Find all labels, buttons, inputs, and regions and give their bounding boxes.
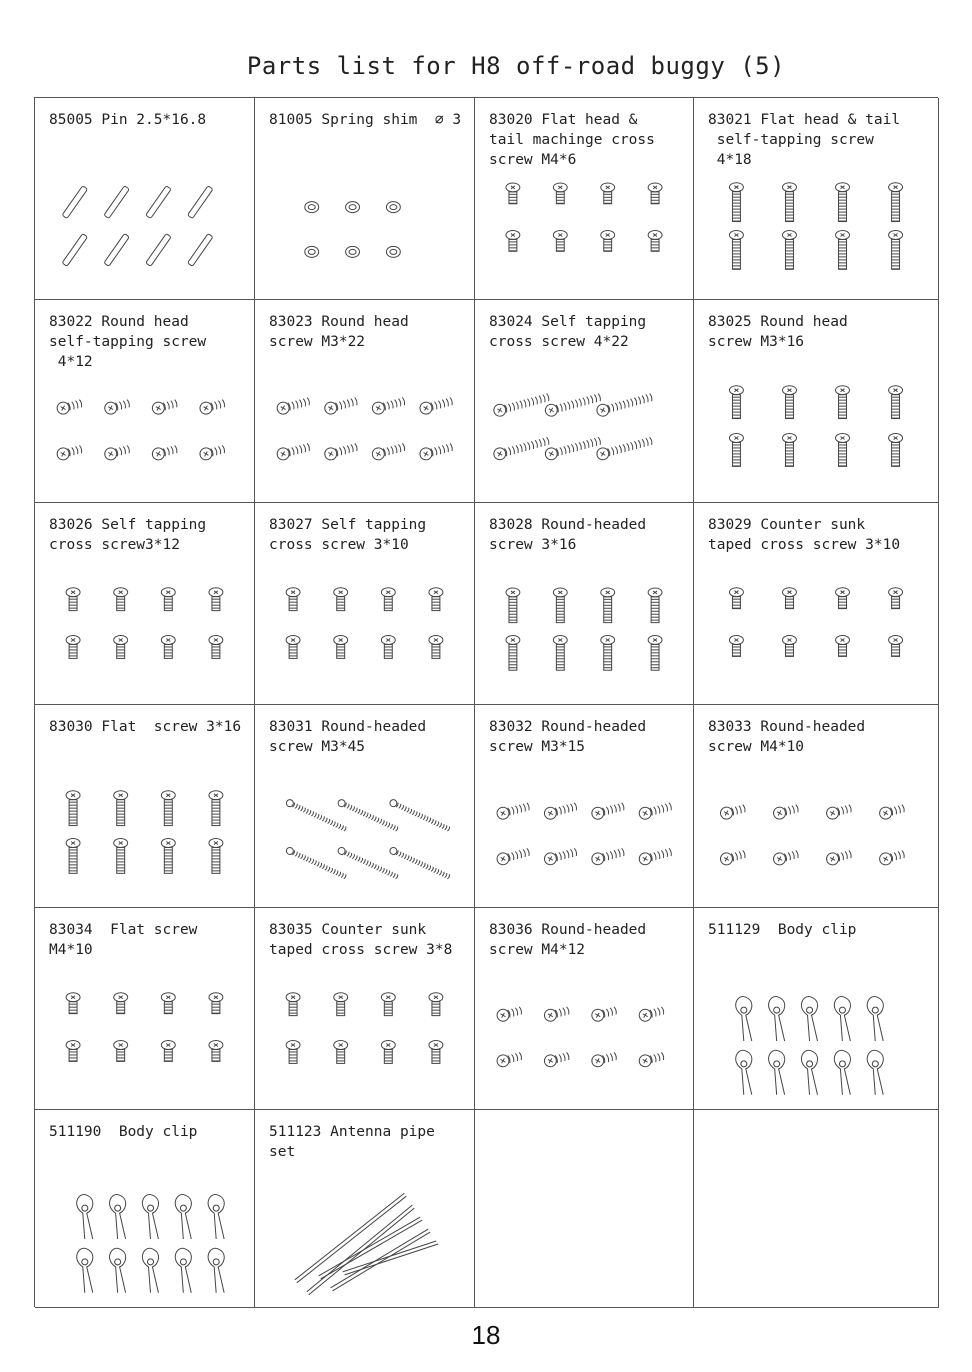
- round-head-screw-icon: [496, 846, 531, 866]
- part-cell: [255, 98, 475, 300]
- round-head-screw-icon: [889, 386, 903, 419]
- self-tapping-screw-icon: [114, 588, 128, 611]
- part-illustration: [35, 177, 254, 287]
- round-head-screw-icon: [496, 1050, 523, 1068]
- part-illustration: [694, 380, 938, 490]
- self-tapping-screw-icon: [544, 435, 602, 461]
- round-head-screw-icon: [889, 434, 903, 467]
- flat-screw-icon: [209, 839, 223, 874]
- flat-screw-icon: [114, 993, 128, 1014]
- part-illustration: [35, 987, 254, 1097]
- self-tapping-screw-icon: [429, 588, 443, 611]
- self-tapping-screw-icon: [66, 588, 80, 611]
- body-clip-icon: [867, 996, 883, 1041]
- countersunk-screw-icon: [783, 588, 797, 609]
- body-clip-icon: [769, 996, 785, 1041]
- flat-head-screw-icon: [553, 183, 567, 204]
- part-label: 511123 Antenna pipe set: [269, 1124, 435, 1160]
- round-head-screw-icon: [719, 848, 746, 866]
- part-cell: [255, 705, 475, 908]
- spring-shim-icon: [305, 246, 319, 257]
- round-head-screw-icon: [543, 1005, 570, 1023]
- self-tapping-screw-icon: [66, 636, 80, 659]
- round-head-screw-icon: [591, 801, 626, 821]
- round-head-screw-icon: [419, 395, 454, 415]
- part-cell: [35, 908, 255, 1110]
- round-head-screw-icon: [878, 848, 905, 866]
- round-head-screw-icon: [729, 386, 743, 419]
- round-head-screw-icon: [496, 801, 531, 821]
- self-tapping-screw-icon: [209, 636, 223, 659]
- part-cell: [694, 705, 939, 908]
- countersunk-screw-icon: [381, 993, 395, 1016]
- self-tapping-screw-icon: [209, 588, 223, 611]
- part-label: 83036 Round-headed screw M4*12: [489, 922, 647, 958]
- spring-shim-icon: [346, 246, 360, 257]
- self-tapping-screw-icon: [492, 435, 550, 461]
- self-tapping-screw-icon: [381, 588, 395, 611]
- round-head-screw-icon: [56, 397, 83, 415]
- pin-icon: [62, 186, 87, 219]
- round-head-screw-icon: [836, 386, 850, 419]
- pin-icon: [62, 234, 87, 267]
- round-head-screw-icon: [151, 443, 178, 461]
- flat-screw-icon: [114, 839, 128, 874]
- flat-head-screw-icon: [836, 231, 850, 270]
- round-head-screw-icon: [638, 846, 673, 866]
- part-cell: [694, 300, 939, 503]
- round-head-screw-icon: [638, 1050, 665, 1068]
- round-head-screw-icon: [323, 395, 358, 415]
- flat-screw-icon: [209, 993, 223, 1014]
- part-cell: [35, 1110, 255, 1308]
- body-clip-icon: [801, 996, 817, 1041]
- part-label: 83035 Counter sunk taped cross screw 3*8: [269, 922, 453, 958]
- round-head-screw-icon: [543, 801, 578, 821]
- flat-head-screw-icon: [648, 183, 662, 204]
- self-tapping-screw-icon: [381, 636, 395, 659]
- countersunk-screw-icon: [836, 636, 850, 657]
- round-head-screw-icon: [496, 1005, 523, 1023]
- flat-screw-icon: [161, 791, 175, 826]
- pin-icon: [146, 234, 171, 267]
- self-tapping-screw-icon: [596, 391, 654, 417]
- round-head-screw-icon: [783, 434, 797, 467]
- round-head-screw-icon: [543, 846, 578, 866]
- part-label: 83032 Round-headed screw M3*15: [489, 719, 647, 755]
- body-clip-icon: [867, 1050, 883, 1095]
- part-label: 83033 Round-headed screw M4*10: [708, 719, 866, 755]
- body-clip-icon: [834, 1050, 850, 1095]
- spring-shim-icon: [346, 202, 360, 213]
- part-illustration: [35, 1185, 254, 1295]
- flat-screw-icon: [209, 791, 223, 826]
- part-label: 83034 Flat screw M4*10: [49, 922, 207, 958]
- part-cell: [475, 503, 694, 705]
- part-illustration: [255, 1185, 474, 1295]
- flat-screw-icon: [66, 993, 80, 1014]
- part-illustration: [475, 987, 693, 1097]
- round-head-screw-icon: [199, 443, 226, 461]
- body-clip-icon: [110, 1195, 126, 1240]
- self-tapping-screw-icon: [334, 588, 348, 611]
- countersunk-screw-icon: [429, 1041, 443, 1064]
- part-illustration: [475, 582, 693, 692]
- part-cell: [35, 503, 255, 705]
- countersunk-screw-icon: [381, 1041, 395, 1064]
- spring-shim-icon: [386, 246, 400, 257]
- flat-screw-icon: [161, 1041, 175, 1062]
- flat-screw-icon: [66, 1041, 80, 1062]
- part-illustration: [255, 582, 474, 692]
- pin-icon: [188, 234, 213, 267]
- flat-screw-icon: [209, 1041, 223, 1062]
- body-clip-icon: [142, 1248, 158, 1293]
- part-label: 83023 Round head screw M3*22: [269, 314, 409, 350]
- body-clip-icon: [110, 1248, 126, 1293]
- spring-shim-icon: [305, 202, 319, 213]
- countersunk-screw-icon: [334, 1041, 348, 1064]
- body-clip-icon: [77, 1248, 93, 1293]
- antenna-pipe-icon: [307, 1205, 415, 1295]
- part-illustration: [35, 582, 254, 692]
- round-head-screw-icon: [103, 397, 130, 415]
- round-head-screw-icon: [276, 395, 311, 415]
- flat-screw-icon: [161, 993, 175, 1014]
- countersunk-screw-icon: [889, 636, 903, 657]
- flat-screw-icon: [66, 791, 80, 826]
- part-illustration: [694, 582, 938, 692]
- flat-head-screw-icon: [601, 231, 615, 252]
- round-head-screw-icon: [323, 441, 358, 461]
- body-clip-icon: [801, 1050, 817, 1095]
- self-tapping-screw-icon: [596, 435, 654, 461]
- countersunk-screw-icon: [729, 636, 743, 657]
- pin-icon: [104, 234, 129, 267]
- round-head-screw-icon: [543, 1050, 570, 1068]
- countersunk-screw-icon: [286, 993, 300, 1016]
- part-cell: [475, 98, 694, 300]
- round-head-screw-icon: [638, 801, 673, 821]
- part-cell: [255, 300, 475, 503]
- round-head-screw-icon: [783, 386, 797, 419]
- round-head-screw-icon: [506, 636, 520, 671]
- part-label: 83028 Round-headed screw 3*16: [489, 517, 647, 553]
- part-illustration: [694, 785, 938, 895]
- round-head-screw-icon: [772, 802, 799, 820]
- page-title: Parts list for H8 off-road buggy (5): [246, 52, 786, 80]
- part-label: 83025 Round head screw M3*16: [708, 314, 848, 350]
- flat-head-screw-icon: [889, 183, 903, 222]
- body-clip-icon: [736, 1050, 752, 1095]
- part-cell: [475, 908, 694, 1110]
- part-label: 83022 Round head self-tapping screw 4*12: [49, 314, 207, 370]
- body-clip-icon: [736, 996, 752, 1041]
- part-illustration: [255, 380, 474, 490]
- round-head-screw-icon: [601, 636, 615, 671]
- flat-head-screw-icon: [553, 231, 567, 252]
- body-clip-icon: [175, 1195, 191, 1240]
- body-clip-icon: [834, 996, 850, 1041]
- page-number: 18: [471, 1320, 501, 1350]
- part-label: 511190 Body clip: [49, 1124, 198, 1140]
- round-head-screw-icon: [591, 1050, 618, 1068]
- part-label: 83031 Round-headed screw M3*45: [269, 719, 427, 755]
- part-label: 83027 Self tapping cross screw 3*10: [269, 517, 427, 553]
- self-tapping-screw-icon: [286, 588, 300, 611]
- part-illustration: [475, 785, 693, 895]
- round-head-screw-icon: [719, 802, 746, 820]
- round-head-screw-icon: [199, 397, 226, 415]
- self-tapping-screw-icon: [492, 391, 550, 417]
- round-head-screw-icon: [601, 588, 615, 623]
- round-head-screw-icon: [825, 802, 852, 820]
- flat-head-screw-icon: [506, 183, 520, 204]
- self-tapping-screw-icon: [161, 588, 175, 611]
- countersunk-screw-icon: [889, 588, 903, 609]
- part-illustration: [475, 380, 693, 490]
- self-tapping-screw-icon: [429, 636, 443, 659]
- part-label: 83030 Flat screw 3*16: [49, 719, 242, 735]
- round-head-screw-icon: [553, 636, 567, 671]
- part-label: 83021 Flat head & tail self-tapping screw 4*18: [708, 112, 901, 168]
- part-cell: [475, 1110, 694, 1308]
- round-head-screw-icon: [591, 1005, 618, 1023]
- pin-icon: [146, 186, 171, 219]
- part-illustration: [694, 177, 938, 287]
- flat-screw-icon: [66, 839, 80, 874]
- round-head-screw-icon: [878, 802, 905, 820]
- part-cell: [475, 705, 694, 908]
- flat-head-screw-icon: [648, 231, 662, 252]
- part-illustration: [35, 380, 254, 490]
- part-label: 83020 Flat head & tail machinge cross screw M4*6: [489, 112, 655, 168]
- flat-head-screw-icon: [783, 231, 797, 270]
- round-head-screw-icon: [836, 434, 850, 467]
- round-head-screw-icon: [371, 441, 406, 461]
- round-head-screw-icon: [648, 636, 662, 671]
- flat-head-screw-icon: [836, 183, 850, 222]
- part-cell: [35, 98, 255, 300]
- round-head-screw-icon: [506, 588, 520, 623]
- round-head-screw-icon: [729, 434, 743, 467]
- round-head-screw-icon: [56, 443, 83, 461]
- body-clip-icon: [208, 1248, 224, 1293]
- round-head-screw-icon: [772, 848, 799, 866]
- flat-screw-icon: [114, 1041, 128, 1062]
- self-tapping-screw-icon: [286, 636, 300, 659]
- part-label: 81005 Spring shim ∅ 3: [269, 112, 462, 128]
- part-cell: [255, 503, 475, 705]
- parts-grid: [34, 97, 938, 1307]
- part-cell: [475, 300, 694, 503]
- body-clip-icon: [208, 1195, 224, 1240]
- self-tapping-screw-icon: [544, 391, 602, 417]
- round-head-screw-icon: [638, 1005, 665, 1023]
- body-clip-icon: [142, 1195, 158, 1240]
- part-label: 83029 Counter sunk taped cross screw 3*10: [708, 517, 901, 553]
- self-tapping-screw-icon: [114, 636, 128, 659]
- flat-screw-icon: [114, 791, 128, 826]
- round-head-screw-icon: [553, 588, 567, 623]
- part-illustration: [694, 987, 938, 1097]
- part-illustration: [255, 785, 474, 895]
- flat-head-screw-icon: [783, 183, 797, 222]
- part-label: 511129 Body clip: [708, 922, 857, 938]
- body-clip-icon: [175, 1248, 191, 1293]
- round-head-screw-icon: [648, 588, 662, 623]
- part-label: 83024 Self tapping cross screw 4*22: [489, 314, 647, 350]
- part-illustration: [35, 785, 254, 895]
- flat-screw-icon: [161, 839, 175, 874]
- part-cell: [35, 300, 255, 503]
- spring-shim-icon: [386, 202, 400, 213]
- round-head-screw-icon: [151, 397, 178, 415]
- flat-head-screw-icon: [601, 183, 615, 204]
- part-cell: [35, 705, 255, 908]
- part-cell: [694, 1110, 939, 1308]
- part-label: 85005 Pin 2.5*16.8: [49, 112, 207, 128]
- countersunk-screw-icon: [836, 588, 850, 609]
- countersunk-screw-icon: [729, 588, 743, 609]
- countersunk-screw-icon: [783, 636, 797, 657]
- part-cell: [255, 1110, 475, 1308]
- countersunk-screw-icon: [334, 993, 348, 1016]
- countersunk-screw-icon: [286, 1041, 300, 1064]
- pin-icon: [188, 186, 213, 219]
- flat-head-screw-icon: [729, 183, 743, 222]
- self-tapping-screw-icon: [334, 636, 348, 659]
- flat-head-screw-icon: [729, 231, 743, 270]
- flat-head-screw-icon: [889, 231, 903, 270]
- round-head-screw-icon: [591, 846, 626, 866]
- part-cell: [694, 98, 939, 300]
- part-cell: [694, 908, 939, 1110]
- part-cell: [255, 908, 475, 1110]
- pin-icon: [104, 186, 129, 219]
- flat-head-screw-icon: [506, 231, 520, 252]
- part-illustration: [475, 177, 693, 287]
- round-head-screw-icon: [103, 443, 130, 461]
- part-label: 83026 Self tapping cross screw3*12: [49, 517, 207, 553]
- body-clip-icon: [77, 1195, 93, 1240]
- countersunk-screw-icon: [429, 993, 443, 1016]
- body-clip-icon: [769, 1050, 785, 1095]
- round-head-screw-icon: [419, 441, 454, 461]
- round-head-screw-icon: [825, 848, 852, 866]
- round-head-screw-icon: [371, 395, 406, 415]
- part-cell: [694, 503, 939, 705]
- part-illustration: [255, 987, 474, 1097]
- round-head-screw-icon: [276, 441, 311, 461]
- part-illustration: [255, 177, 474, 287]
- self-tapping-screw-icon: [161, 636, 175, 659]
